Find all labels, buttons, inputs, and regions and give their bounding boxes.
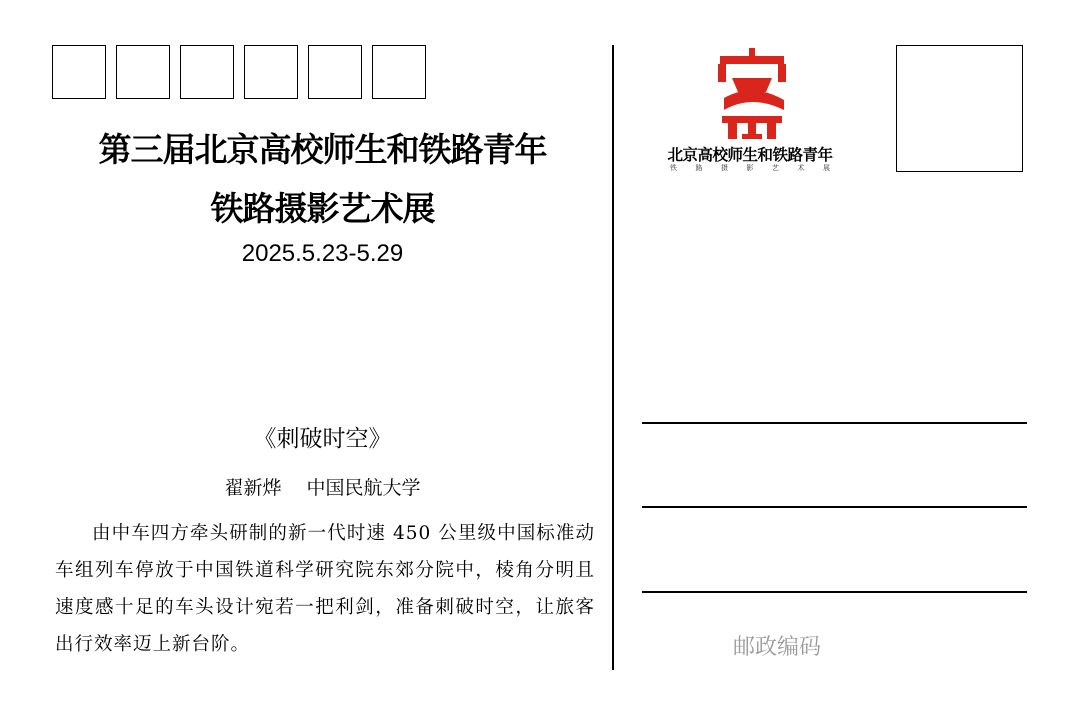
logo-subtitle-char: 术 xyxy=(797,164,805,172)
logo-name: 北京高校师生和铁路青年 xyxy=(667,146,833,164)
postcode-box[interactable] xyxy=(308,45,362,99)
postcode-box[interactable] xyxy=(244,45,298,99)
logo-subtitle-char: 艺 xyxy=(772,164,779,172)
postcode-box[interactable] xyxy=(180,45,234,99)
logo-subtitle-char: 路 xyxy=(695,164,703,172)
work-description: 由中车四方牵头研制的新一代时速 450 公里级中国标准动车组列车停放于中国铁道科学研究院东郊分院中，棱角分明且速度感十足的车头设计宛若一把利剑，准备刺破时空，让旅客出行效率迈上新台阶。 xyxy=(55,523,595,655)
address-line[interactable] xyxy=(642,506,1027,508)
logo-subtitle-char: 影 xyxy=(746,164,754,172)
address-line[interactable] xyxy=(642,591,1027,593)
address-line[interactable] xyxy=(642,422,1027,424)
railway-logo-icon xyxy=(718,48,786,140)
logo-subtitle-char: 展 xyxy=(823,164,830,172)
exhibition-title-line2: 铁路摄影艺术展 xyxy=(210,189,435,228)
postcode-box[interactable] xyxy=(372,45,426,99)
logo-subtitle-char: 摄 xyxy=(721,164,728,172)
exhibition-title-line1: 第三届北京高校师生和铁路青年 xyxy=(98,130,547,169)
postcode-box[interactable] xyxy=(52,45,106,99)
exhibition-logo xyxy=(650,48,850,173)
logo-subtitle-char: 铁 xyxy=(670,164,677,172)
postcode-boxes xyxy=(52,45,426,99)
postcode-label: 邮政编码 xyxy=(733,635,822,660)
center-divider xyxy=(612,45,614,670)
work-title: 《刺破时空》 xyxy=(253,426,392,452)
author-line: 翟新烨 中国民航大学 xyxy=(224,477,421,499)
exhibition-dates: 2025.5.23-5.29 xyxy=(241,240,404,267)
logo-subtitle xyxy=(670,163,830,173)
postcode-box[interactable] xyxy=(116,45,170,99)
stamp-box xyxy=(896,45,1023,172)
